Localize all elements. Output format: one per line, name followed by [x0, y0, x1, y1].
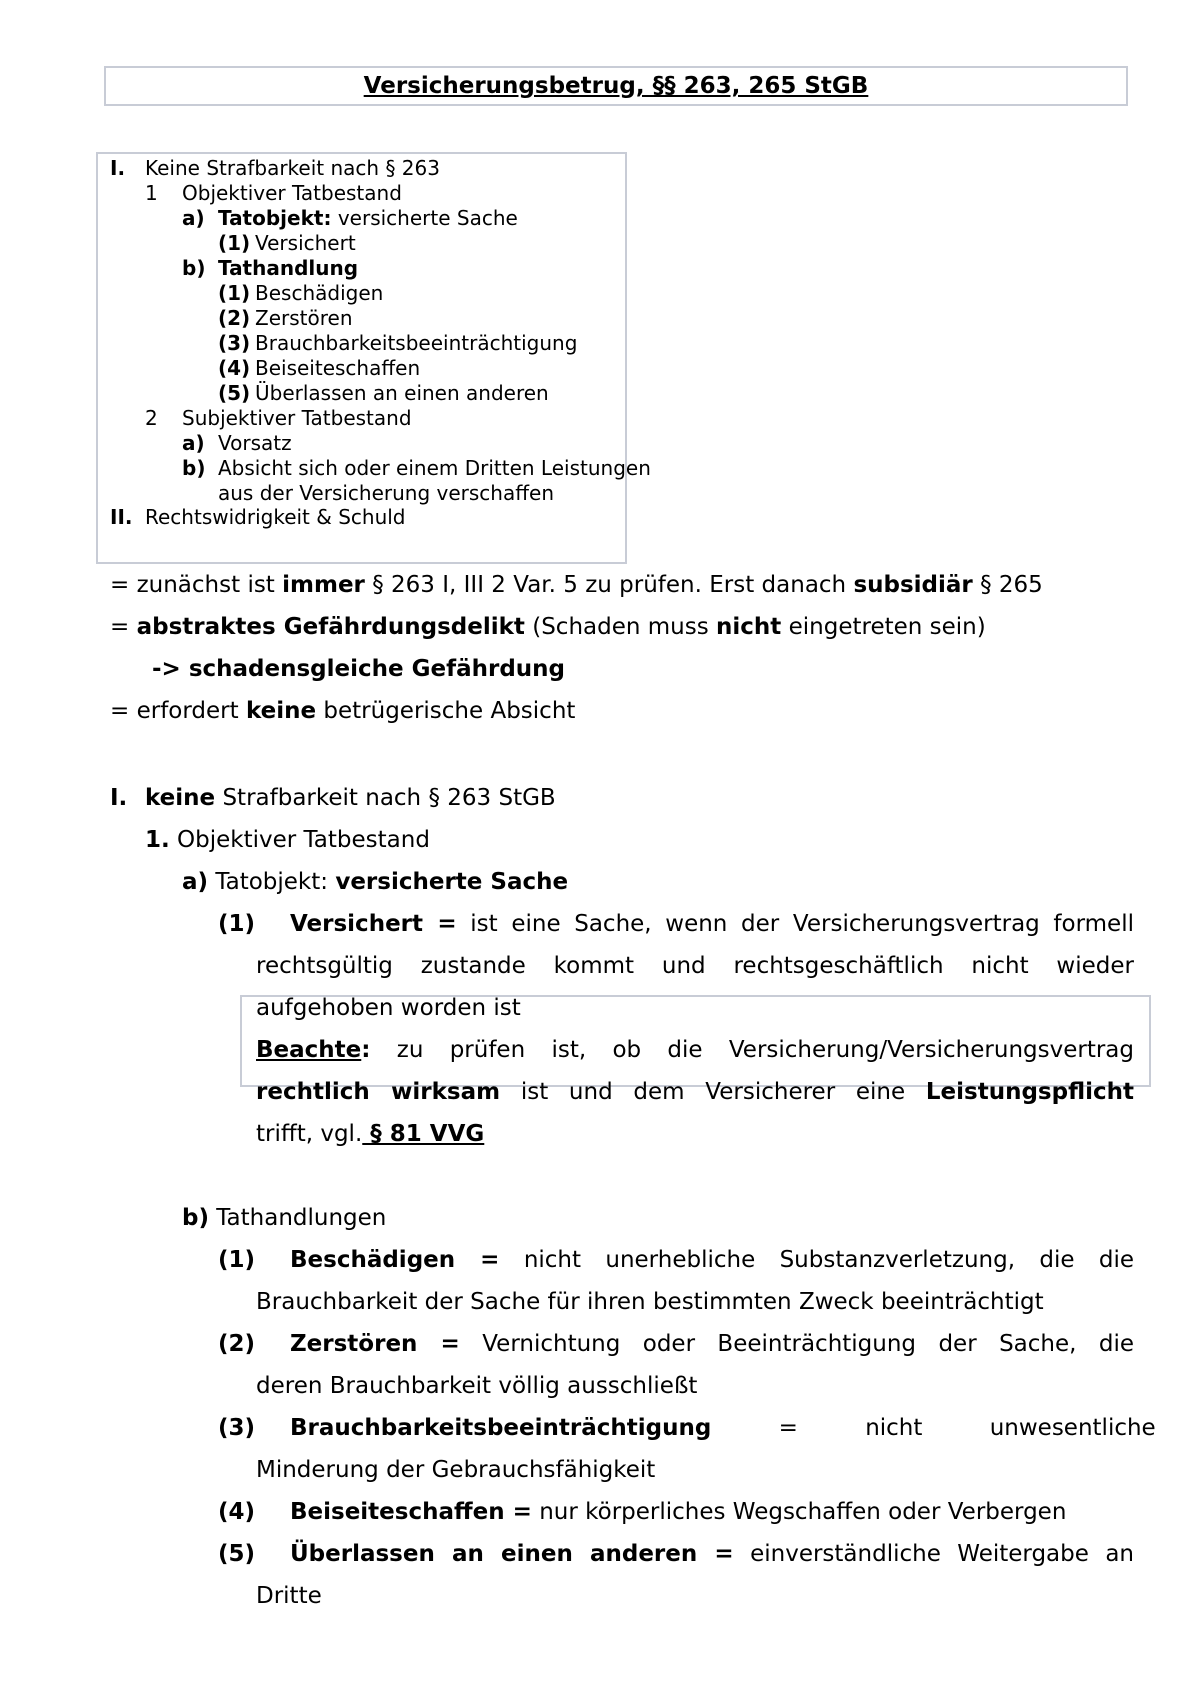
- note-text: (Schaden muss: [524, 614, 717, 640]
- note-text: betrügerische Absicht: [316, 698, 576, 724]
- item-heading: [182, 1197, 386, 1239]
- definition-line: [290, 1491, 1066, 1533]
- definition-num: (1): [218, 1247, 256, 1273]
- note-line: -> schadensgleiche Gefährdung: [152, 656, 566, 682]
- note-text: eingetreten sein): [781, 614, 986, 640]
- note-bold: keine: [245, 698, 317, 724]
- definition-text: ist eine Sache, wenn der Versicherungsvertrag formell: [456, 911, 1134, 937]
- beachte-line: [256, 1029, 1134, 1071]
- outline-text: Beiseiteschaffen: [255, 356, 421, 380]
- heading-text: Objektiver Tatbestand: [169, 827, 430, 853]
- outline-text: versicherte Sache: [331, 206, 518, 230]
- item-heading: [182, 861, 568, 903]
- outline-bold: Tatobjekt:: [218, 206, 332, 230]
- note-line: [110, 564, 1043, 606]
- note-line: [110, 690, 575, 732]
- outline-num: (5): [218, 381, 251, 405]
- outline-text: Absicht sich oder einem Dritten Leistungen: [218, 456, 651, 480]
- outline-text: Subjektiver Tatbestand: [182, 406, 412, 430]
- page-title: Versicherungsbetrug, §§ 263, 265 StGB: [363, 73, 869, 99]
- outline-item-i: [110, 156, 125, 181]
- outline-num: (1): [218, 281, 251, 305]
- definition-line: Minderung der Gebrauchsfähigkeit: [256, 1457, 656, 1483]
- beachte-colon: :: [361, 1037, 371, 1063]
- definition-num: (2): [218, 1331, 256, 1357]
- note-bold: subsidiär: [853, 572, 973, 598]
- outline-text: Vorsatz: [218, 431, 292, 455]
- outline-num: 2: [145, 406, 158, 430]
- section-num: I.: [110, 785, 128, 811]
- outline-text: Keine Strafbarkeit nach § 263: [145, 156, 440, 180]
- outline-text: Versichert: [255, 231, 356, 255]
- definition-num: (5): [218, 1541, 256, 1567]
- outline-num: a): [182, 206, 205, 230]
- outline-num: 1: [145, 181, 158, 205]
- law-reference-link[interactable]: § 81 VVG: [362, 1121, 485, 1147]
- heading-num: b): [182, 1205, 209, 1231]
- outline-num: (4): [218, 356, 251, 380]
- definition-line: [290, 903, 1134, 945]
- note-bold: immer: [282, 572, 365, 598]
- definition-text: = nicht unwesentliche: [711, 1415, 1156, 1441]
- outline-num: (1): [218, 231, 251, 255]
- beachte-label: Beachte: [256, 1037, 362, 1063]
- outline-text: Rechtswidrigkeit & Schuld: [145, 505, 406, 529]
- section-heading: [145, 777, 556, 819]
- heading-text: Tathandlungen: [208, 1205, 387, 1231]
- note-line: [110, 606, 986, 648]
- title-box: [104, 66, 1128, 106]
- definition-line: Brauchbarkeit der Sache für ihren bestimmten Zweck beeinträchtigt: [256, 1289, 1044, 1315]
- subsection-heading: [145, 819, 430, 861]
- heading-bold: keine: [145, 785, 216, 811]
- outline-text: Beschädigen: [255, 281, 384, 305]
- heading-text: Tatobjekt:: [208, 869, 336, 895]
- definition-line: [290, 1323, 1134, 1365]
- definition-num: (4): [218, 1499, 256, 1525]
- note-bold: abstraktes Gefährdungsdelikt: [136, 614, 525, 640]
- outline-num: (2): [218, 306, 251, 330]
- num: (1): [218, 911, 256, 937]
- definition-line: aufgehoben worden ist: [256, 995, 521, 1021]
- beachte-bold: Leistungspflicht: [925, 1079, 1134, 1105]
- definition-term: Überlassen an einen anderen =: [290, 1541, 734, 1567]
- outline-num: (3): [218, 331, 251, 355]
- beachte-text: zu prüfen ist, ob die Versicherung/Versicherungsvertrag: [370, 1037, 1134, 1063]
- definition-line: deren Brauchbarkeit völlig ausschließt: [256, 1373, 698, 1399]
- note-text: § 263 I, III 2 Var. 5 zu prüfen. Erst danach: [364, 572, 854, 598]
- outline-num: a): [182, 431, 205, 455]
- beachte-text: trifft, vgl.: [256, 1121, 363, 1147]
- definition-term: Versichert =: [290, 911, 457, 937]
- outline-text: Brauchbarkeitsbeeinträchtigung: [255, 331, 578, 355]
- definition-line: [290, 1239, 1134, 1281]
- definition-line: [290, 1407, 1156, 1449]
- definition-text: Vernichtung oder Beeinträchtigung der Sache, die: [459, 1331, 1134, 1357]
- outline-text: Objektiver Tatbestand: [182, 181, 402, 205]
- definition-term: Beschädigen =: [290, 1247, 500, 1273]
- outline-num: b): [182, 256, 206, 280]
- heading-num: a): [182, 869, 209, 895]
- definition-line: rechtsgültig zustande kommt und rechtsgeschäftlich nicht wieder: [256, 953, 1134, 979]
- outline-num: II.: [110, 505, 133, 529]
- heading-text: Strafbarkeit nach § 263 StGB: [215, 785, 556, 811]
- beachte-text: ist und dem Versicherer eine: [500, 1079, 926, 1105]
- outline-item-a: [218, 206, 518, 231]
- definition-num: (3): [218, 1415, 256, 1441]
- definition-term: Brauchbarkeitsbeeinträchtigung: [290, 1415, 712, 1441]
- definition-text: nicht unerhebliche Substanzverletzung, die die: [499, 1247, 1134, 1273]
- beachte-bold: rechtlich wirksam: [256, 1079, 501, 1105]
- heading-num: 1.: [145, 827, 170, 853]
- definition-text: nur körperliches Wegschaffen oder Verbergen: [531, 1499, 1067, 1525]
- note-text: =: [110, 614, 137, 640]
- outline-text: aus der Versicherung verschaffen: [218, 481, 554, 505]
- outline-text: Überlassen an einen anderen: [255, 381, 549, 405]
- heading-bold: versicherte Sache: [335, 869, 569, 895]
- note-bold: nicht: [716, 614, 782, 640]
- outline-num: I.: [110, 156, 126, 180]
- definition-term: Zerstören =: [290, 1331, 460, 1357]
- beachte-line: [256, 1113, 484, 1155]
- outline-text: Tathandlung: [218, 256, 359, 280]
- beachte-line: [256, 1071, 1134, 1113]
- outline-text: Zerstören: [255, 306, 353, 330]
- definition-term: Beiseiteschaffen =: [290, 1499, 532, 1525]
- definition-num: [218, 903, 255, 945]
- note-text: = zunächst ist: [110, 572, 283, 598]
- definition-line: Dritte: [256, 1583, 322, 1609]
- note-text: § 265: [972, 572, 1043, 598]
- definition-text: einverständliche Weitergabe an: [733, 1541, 1135, 1567]
- definition-line: [290, 1533, 1134, 1575]
- note-text: = erfordert: [110, 698, 246, 724]
- outline-num: b): [182, 456, 206, 480]
